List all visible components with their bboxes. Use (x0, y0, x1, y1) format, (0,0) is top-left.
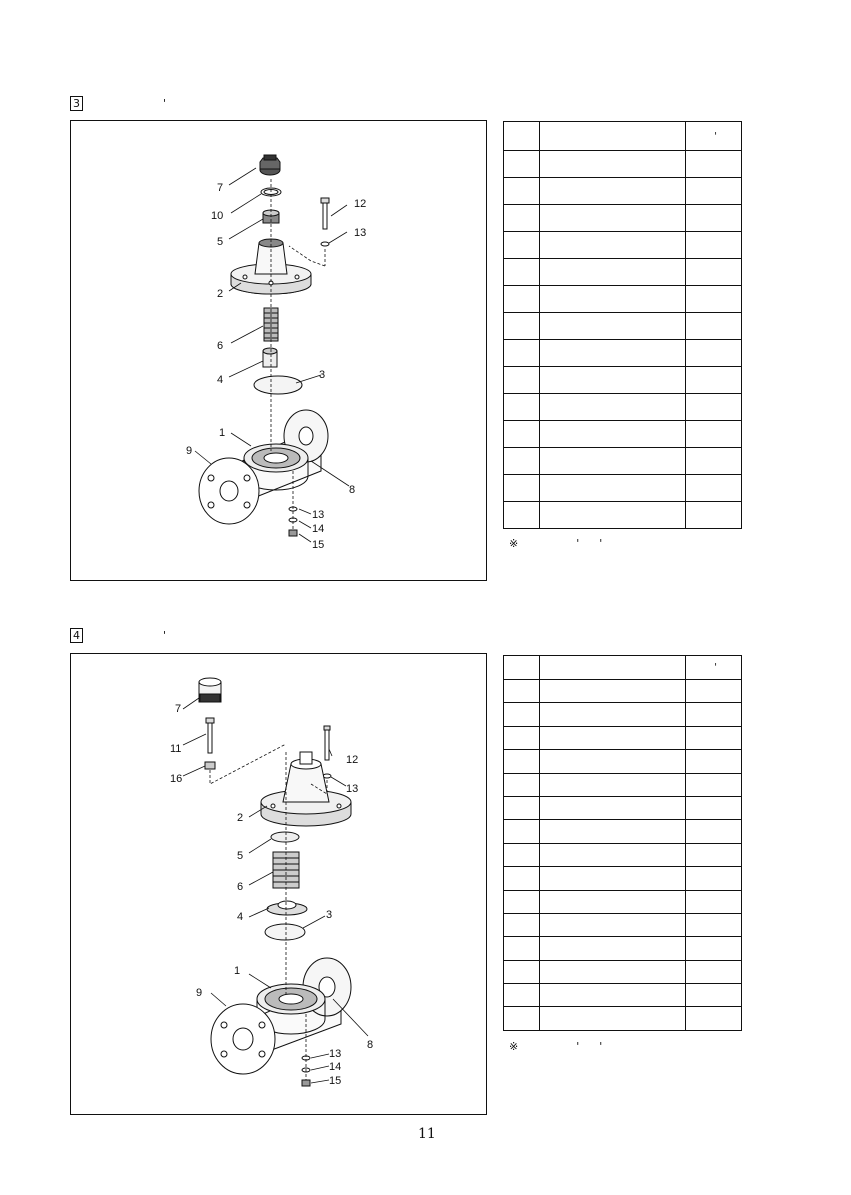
table-3-row (504, 340, 742, 367)
table-3-cell (540, 259, 686, 286)
table-3-cell (540, 205, 686, 232)
table-4-cell (686, 796, 742, 819)
table-3-cell (540, 286, 686, 313)
part-2-bonnet (261, 752, 351, 826)
table-3-cell (504, 313, 540, 340)
table-3-row (504, 394, 742, 421)
table-4-cell (686, 726, 742, 749)
table-3-cell (504, 340, 540, 367)
table-4-cell (686, 773, 742, 796)
callout-9: 9 (186, 445, 193, 457)
table-3-row (504, 205, 742, 232)
table-3-cell (686, 178, 742, 205)
callout-7: 7 (217, 182, 224, 194)
table-3-cell (504, 205, 540, 232)
table-3-cell (540, 475, 686, 502)
table-3-cell (540, 232, 686, 259)
callout-13b: 13 (312, 509, 325, 521)
table-3-row (504, 448, 742, 475)
table-3-row (504, 502, 742, 529)
callout-8: 8 (349, 484, 356, 496)
table-4-cell (540, 937, 686, 960)
part-7-cap (199, 678, 221, 702)
table-3-cell (540, 151, 686, 178)
table-4-row (504, 680, 742, 703)
callout-2: 2 (237, 812, 244, 824)
table-3-cell (540, 178, 686, 205)
callout-6: 6 (217, 340, 224, 352)
callout-5: 5 (237, 850, 244, 862)
table-4-cell (686, 1007, 742, 1030)
table-3-cell (686, 259, 742, 286)
note-3-symbol: ※ (509, 537, 519, 550)
table-3-cell (686, 151, 742, 178)
section-4-note (509, 1040, 602, 1053)
section-4-parts-table (503, 655, 742, 1031)
table-3-cell (540, 448, 686, 475)
page-number: 11 (418, 1126, 436, 1142)
table-3-cell (686, 232, 742, 259)
table-3-cell (504, 232, 540, 259)
callout-14: 14 (329, 1061, 342, 1073)
table-3-cell (686, 475, 742, 502)
table-4-cell (540, 890, 686, 913)
table-4-cell (504, 960, 540, 983)
callout-14: 14 (312, 523, 325, 535)
table-3-cell (504, 178, 540, 205)
callout-6: 6 (237, 881, 244, 893)
table-4-cell (540, 796, 686, 819)
callout-5: 5 (217, 236, 224, 248)
table-4-cell (504, 726, 540, 749)
table-4-cell (504, 843, 540, 866)
callout-9: 9 (196, 987, 203, 999)
note-4-close-quote: ' (599, 1040, 603, 1053)
table-4-cell (686, 937, 742, 960)
section-3-exploded-diagram (71, 121, 488, 582)
table-4-cell (504, 984, 540, 1007)
table-3-row (504, 367, 742, 394)
table-3-cell (540, 367, 686, 394)
callout-1: 1 (234, 965, 241, 977)
part-13-washer-top (321, 242, 329, 246)
table-3-header-qty: ' (686, 122, 742, 151)
table-3-row (504, 232, 742, 259)
table-4-cell (686, 960, 742, 983)
table-4-cell (504, 913, 540, 936)
part-3-diaphragm (265, 924, 305, 940)
table-3-cell (686, 367, 742, 394)
table-3-cell (540, 340, 686, 367)
part-12-bolt (324, 726, 330, 760)
table-3-cell (686, 313, 742, 340)
table-4-row (504, 796, 742, 819)
table-4-cell (504, 820, 540, 843)
table-3-cell (504, 502, 540, 529)
table-3-row (504, 178, 742, 205)
table-4-cell (540, 680, 686, 703)
callout-8: 8 (367, 1039, 374, 1051)
table-4-cell (540, 913, 686, 936)
table-4-cell (504, 796, 540, 819)
table-4-cell (686, 984, 742, 1007)
part-12-bolt (321, 198, 329, 229)
part-16-nut (205, 762, 215, 769)
table-4-cell (540, 984, 686, 1007)
table-4-header-name (540, 656, 686, 680)
table-3-cell (540, 313, 686, 340)
table-3-cell (686, 421, 742, 448)
table-3-cell (686, 448, 742, 475)
table-3-body (504, 151, 742, 529)
table-3-cell (504, 448, 540, 475)
callout-12: 12 (346, 754, 359, 766)
table-4-row (504, 750, 742, 773)
section-4-heading (70, 628, 166, 643)
table-3-header-no (504, 122, 540, 151)
table-4-cell (504, 890, 540, 913)
table-3-cell (504, 475, 540, 502)
table-4-header-qty: ' (686, 656, 742, 680)
callout-12: 12 (354, 198, 367, 210)
callout-1: 1 (219, 427, 226, 439)
callout-15: 15 (312, 539, 325, 551)
callout-11: 11 (170, 743, 182, 755)
table-3-cell (504, 259, 540, 286)
table-4-cell (540, 960, 686, 983)
part-5-washer (271, 832, 299, 842)
section-4-number: 4 (70, 628, 83, 643)
note-4-open-quote: ' (576, 1040, 580, 1053)
table-4-row (504, 984, 742, 1007)
callout-15: 15 (329, 1075, 342, 1087)
table-4-cell (686, 867, 742, 890)
callout-4: 4 (217, 374, 224, 386)
table-4-cell (504, 750, 540, 773)
callout-2: 2 (217, 288, 224, 300)
table-4-cell (540, 1007, 686, 1030)
table-3-cell (504, 151, 540, 178)
table-4-row (504, 703, 742, 726)
table-4-cell (504, 937, 540, 960)
table-3-cell (686, 340, 742, 367)
table-3-cell (504, 286, 540, 313)
table-4-body (504, 680, 742, 1031)
part-4-seat (267, 901, 307, 915)
note-4-symbol: ※ (509, 1040, 519, 1053)
table-3-row (504, 259, 742, 286)
table-3-cell (540, 394, 686, 421)
part-11-bolt (206, 718, 214, 753)
table-4-cell (686, 750, 742, 773)
table-4-row (504, 913, 742, 936)
callout-13: 13 (354, 227, 367, 239)
table-3-cell (686, 205, 742, 232)
table-4-cell (540, 703, 686, 726)
table-4-cell (504, 1007, 540, 1030)
section-3-note (509, 537, 602, 550)
part-7-knob (260, 155, 280, 175)
section-4-mark: ' (163, 629, 167, 642)
table-4-cell (540, 726, 686, 749)
table-4-header-no (504, 656, 540, 680)
table-4-cell (686, 820, 742, 843)
callout-16: 16 (170, 773, 183, 785)
table-4-row (504, 820, 742, 843)
section-3-diagram-frame (70, 120, 487, 581)
table-3-header-name (540, 122, 686, 151)
table-4-row (504, 867, 742, 890)
section-4-diagram-frame (70, 653, 487, 1115)
table-3-cell (686, 286, 742, 313)
section-3-parts-table (503, 121, 742, 529)
table-3-row (504, 286, 742, 313)
table-4-cell (504, 703, 540, 726)
table-4-cell (540, 773, 686, 796)
callout-13: 13 (346, 783, 359, 795)
note-3-open-quote: ' (576, 537, 580, 550)
section-4-exploded-diagram (71, 654, 488, 1116)
table-4-cell (540, 843, 686, 866)
table-3-cell (504, 394, 540, 421)
table-4-row (504, 773, 742, 796)
table-4-cell (504, 867, 540, 890)
part-4-stem (263, 348, 277, 367)
table-4-row (504, 960, 742, 983)
table-4-cell (504, 680, 540, 703)
table-4-cell (686, 913, 742, 936)
table-4-row (504, 726, 742, 749)
table-3-cell (504, 421, 540, 448)
callout-3: 3 (326, 909, 333, 921)
table-3-row (504, 475, 742, 502)
table-3-cell (686, 394, 742, 421)
callout-4: 4 (237, 911, 244, 923)
callout-3: 3 (319, 369, 326, 381)
table-3-row (504, 151, 742, 178)
table-3-row (504, 313, 742, 340)
table-4-row (504, 890, 742, 913)
section-3-mark: ' (163, 97, 167, 110)
table-4-row (504, 843, 742, 866)
table-4-cell (686, 890, 742, 913)
table-3-cell (540, 502, 686, 529)
part-3-diaphragm (254, 376, 302, 394)
table-4-cell (504, 773, 540, 796)
callout-10: 10 (211, 210, 224, 222)
table-3-row (504, 421, 742, 448)
table-4-cell (540, 867, 686, 890)
table-3-cell (686, 502, 742, 529)
table-4-cell (540, 820, 686, 843)
table-4-row (504, 937, 742, 960)
table-4-cell (540, 750, 686, 773)
section-3-number: 3 (70, 96, 83, 111)
table-4-cell (686, 680, 742, 703)
table-4-cell (686, 843, 742, 866)
table-3-cell (504, 367, 540, 394)
table-3-cell (540, 421, 686, 448)
note-3-close-quote: ' (599, 537, 603, 550)
table-4-cell (686, 703, 742, 726)
section-3-heading (70, 96, 166, 111)
table-4-row (504, 1007, 742, 1030)
callout-7: 7 (175, 703, 182, 715)
callout-13b: 13 (329, 1048, 342, 1060)
